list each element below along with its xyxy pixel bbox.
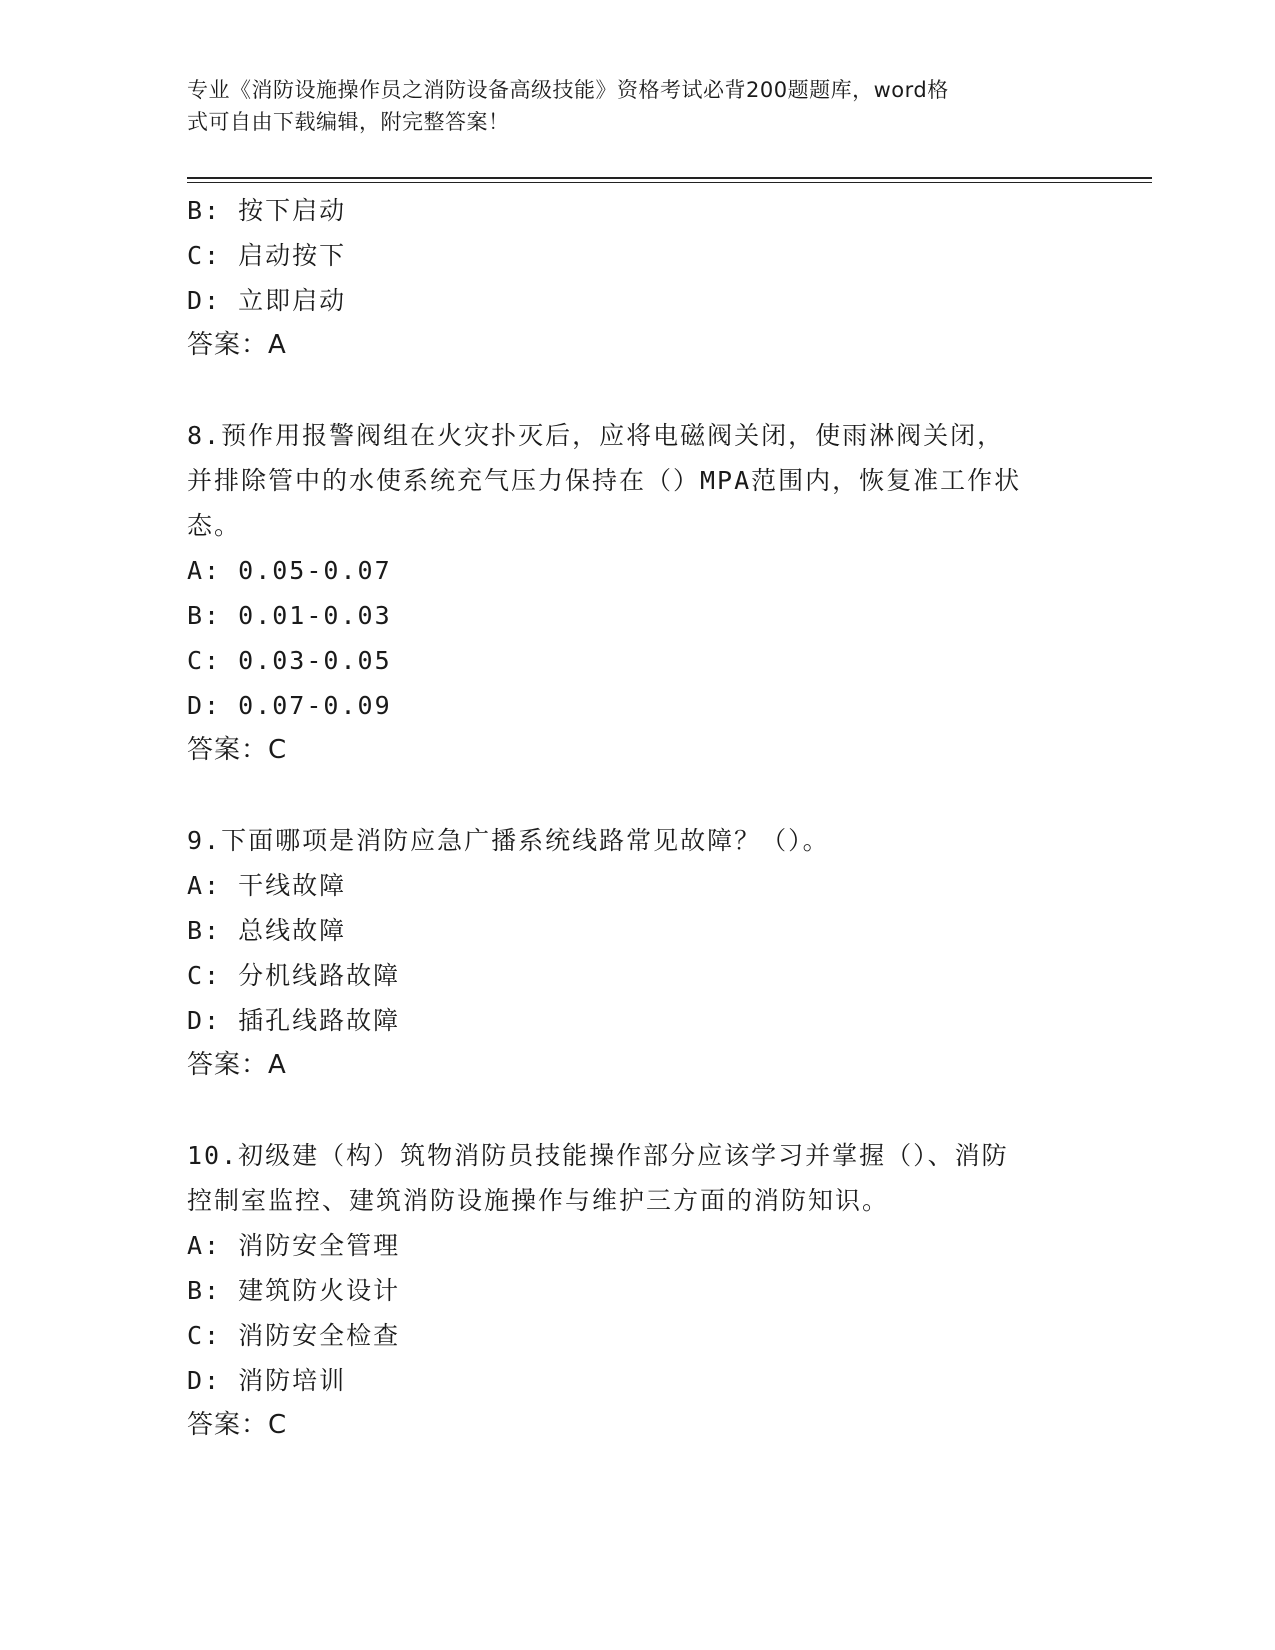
question-stem-line: 控制室监控、建筑消防设施操作与维护三方面的消防知识。 — [187, 1186, 890, 1215]
option-b: B: 总线故障 — [187, 916, 347, 945]
answer-line: 答案：A — [187, 1050, 287, 1080]
question-9 — [187, 818, 1087, 1088]
page-header — [187, 74, 1087, 138]
question-8 — [187, 413, 1087, 773]
option-c: C: 分机线路故障 — [187, 961, 401, 990]
option-a: A: 消防安全管理 — [187, 1231, 401, 1260]
question-stem-line: 态。 — [187, 511, 242, 540]
option-d: D: 0.07-0.09 — [187, 691, 392, 720]
option-d: D: 消防培训 — [187, 1366, 347, 1395]
option-b: B: 0.01-0.03 — [187, 601, 392, 630]
header-divider — [187, 177, 1152, 183]
option-c: C: 消防安全检查 — [187, 1321, 401, 1350]
option-a: A: 干线故障 — [187, 871, 347, 900]
question-10 — [187, 1133, 1087, 1448]
option-c: C: 0.03-0.05 — [187, 646, 392, 675]
header-title-line-2: 式可自由下载编辑，附完整答案！ — [187, 110, 510, 134]
previous-question-tail — [187, 188, 1087, 368]
option-b: B: 建筑防火设计 — [187, 1276, 401, 1305]
answer-line: 答案：C — [187, 735, 288, 765]
option-a: A: 0.05-0.07 — [187, 556, 392, 585]
answer-line: 答案：C — [187, 1410, 288, 1440]
option-b: B: 按下启动 — [187, 196, 347, 225]
question-stem-line: 9.下面哪项是消防应急广播系统线路常见故障？（）。 — [187, 826, 830, 855]
question-list — [187, 188, 1087, 1448]
question-stem-line: 10.初级建（构）筑物消防员技能操作部分应该学习并掌握（）、消防 — [187, 1141, 1009, 1170]
option-d: D: 立即启动 — [187, 286, 347, 315]
question-stem-line: 8.预作用报警阀组在火灾扑灭后，应将电磁阀关闭，使雨淋阀关闭， — [187, 421, 1005, 450]
header-title-line-1: 专业《消防设施操作员之消防设备高级技能》资格考试必背200题题库，word格 — [187, 78, 949, 102]
option-d: D: 插孔线路故障 — [187, 1006, 401, 1035]
question-stem-line: 并排除管中的水使系统充气压力保持在（）MPA范围内，恢复准工作状 — [187, 466, 1022, 495]
option-c: C: 启动按下 — [187, 241, 347, 270]
answer-line: 答案：A — [187, 330, 287, 360]
